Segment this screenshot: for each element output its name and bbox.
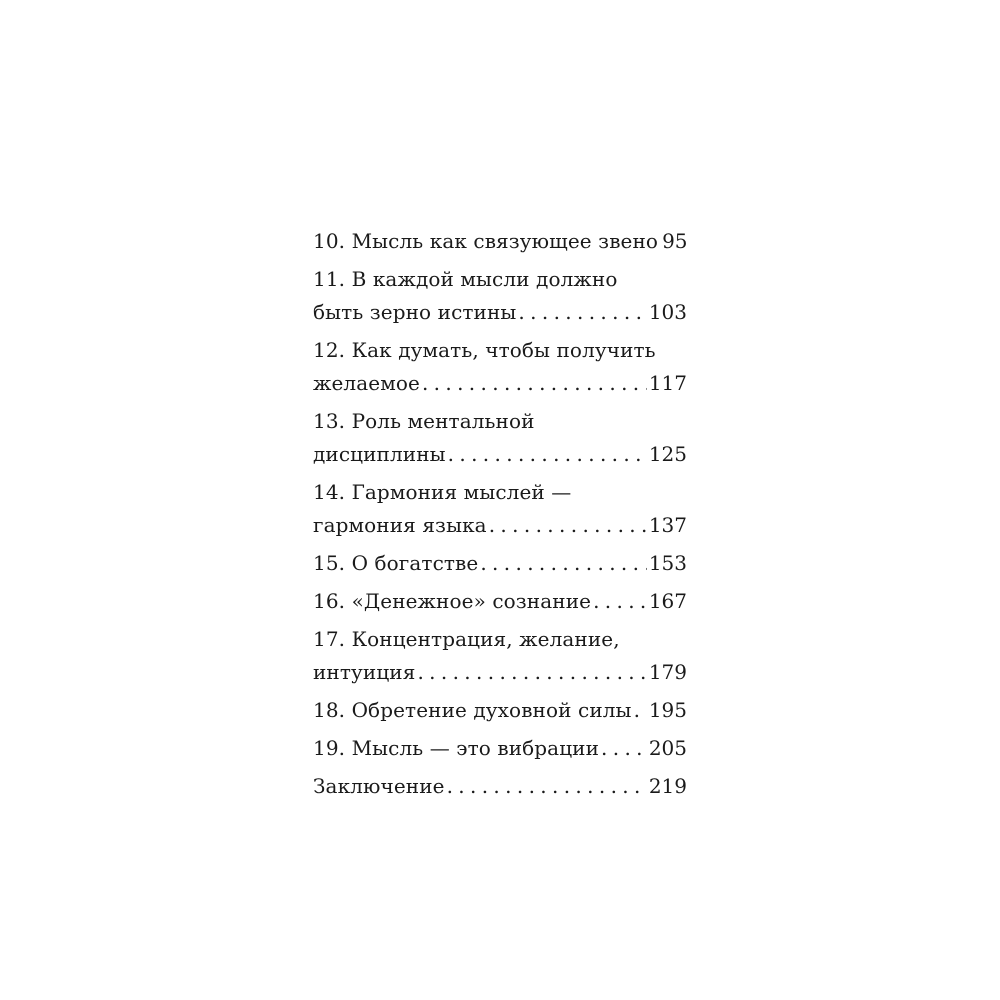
toc-page-number: 195 <box>648 698 687 722</box>
toc-page-number: 125 <box>648 442 687 466</box>
toc-line <box>313 479 687 505</box>
dot-leader <box>448 441 647 467</box>
toc-entry-title: 10. Мысль как связующее звено <box>313 229 659 253</box>
dot-leader <box>489 512 647 538</box>
toc-page-number: 137 <box>648 513 687 537</box>
toc-line <box>313 337 687 363</box>
toc-entry-title: 12. Как думать, чтобы получить <box>313 338 656 362</box>
table-of-contents <box>313 228 687 811</box>
toc-page-number: 117 <box>648 371 687 395</box>
toc-entry-15 <box>313 550 687 576</box>
toc-entry-title: 17. Концентрация, желание, <box>313 627 620 651</box>
toc-entry-title-continued: быть зерно истины <box>313 300 517 324</box>
dot-leader <box>518 299 646 325</box>
toc-entry-title-continued: желаемое <box>313 371 420 395</box>
toc-line <box>313 588 687 614</box>
toc-entry-title: 14. Гармония мыслей — <box>313 480 572 504</box>
toc-entry-title: 11. В каждой мысли должно <box>313 267 618 291</box>
toc-entry-title: Заключение <box>313 774 445 798</box>
toc-page-number: 153 <box>648 551 687 575</box>
toc-entry-title: 18. Обретение духовной силы <box>313 698 632 722</box>
toc-line <box>313 550 687 576</box>
toc-line <box>313 773 687 799</box>
toc-entry-19 <box>313 735 687 761</box>
dot-leader <box>601 735 647 761</box>
toc-entry-title: 19. Мысль — это вибрации <box>313 736 600 760</box>
toc-entry-title-continued: интуиция <box>313 660 416 684</box>
toc-entry-conclusion <box>313 773 687 799</box>
toc-entry-13 <box>313 408 687 467</box>
toc-entry-title-continued: дисциплины <box>313 442 446 466</box>
toc-line <box>313 441 687 467</box>
toc-entry-title-continued: гармония языка <box>313 513 487 537</box>
toc-entry-18 <box>313 697 687 723</box>
toc-line <box>313 408 687 434</box>
toc-entry-title: 16. «Денежное» сознание <box>313 589 592 613</box>
toc-line <box>313 626 687 652</box>
dot-leader <box>634 697 647 723</box>
dot-leader <box>417 659 646 685</box>
toc-line <box>313 659 687 685</box>
toc-line <box>313 370 687 396</box>
toc-page-number: 205 <box>648 736 687 760</box>
toc-entry-14 <box>313 479 687 538</box>
toc-entry-11 <box>313 266 687 325</box>
dot-leader <box>422 370 647 396</box>
toc-line <box>313 299 687 325</box>
toc-line <box>313 735 687 761</box>
toc-page-number: 103 <box>648 300 687 324</box>
toc-page-number: 179 <box>648 660 687 684</box>
toc-entry-16 <box>313 588 687 614</box>
toc-entry-title: 15. О богатстве <box>313 551 479 575</box>
toc-entry-title: 13. Роль ментальной <box>313 409 535 433</box>
toc-page-number: 219 <box>648 774 687 798</box>
toc-entry-10 <box>313 228 687 254</box>
toc-line <box>313 266 687 292</box>
dot-leader <box>480 550 646 576</box>
dot-leader <box>447 773 647 799</box>
toc-entry-12 <box>313 337 687 396</box>
toc-page-number: 167 <box>648 589 687 613</box>
toc-line <box>313 512 687 538</box>
toc-entry-17 <box>313 626 687 685</box>
toc-line <box>313 697 687 723</box>
dot-leader <box>593 588 647 614</box>
toc-line <box>313 228 687 254</box>
toc-page-number: 95 <box>662 229 688 253</box>
